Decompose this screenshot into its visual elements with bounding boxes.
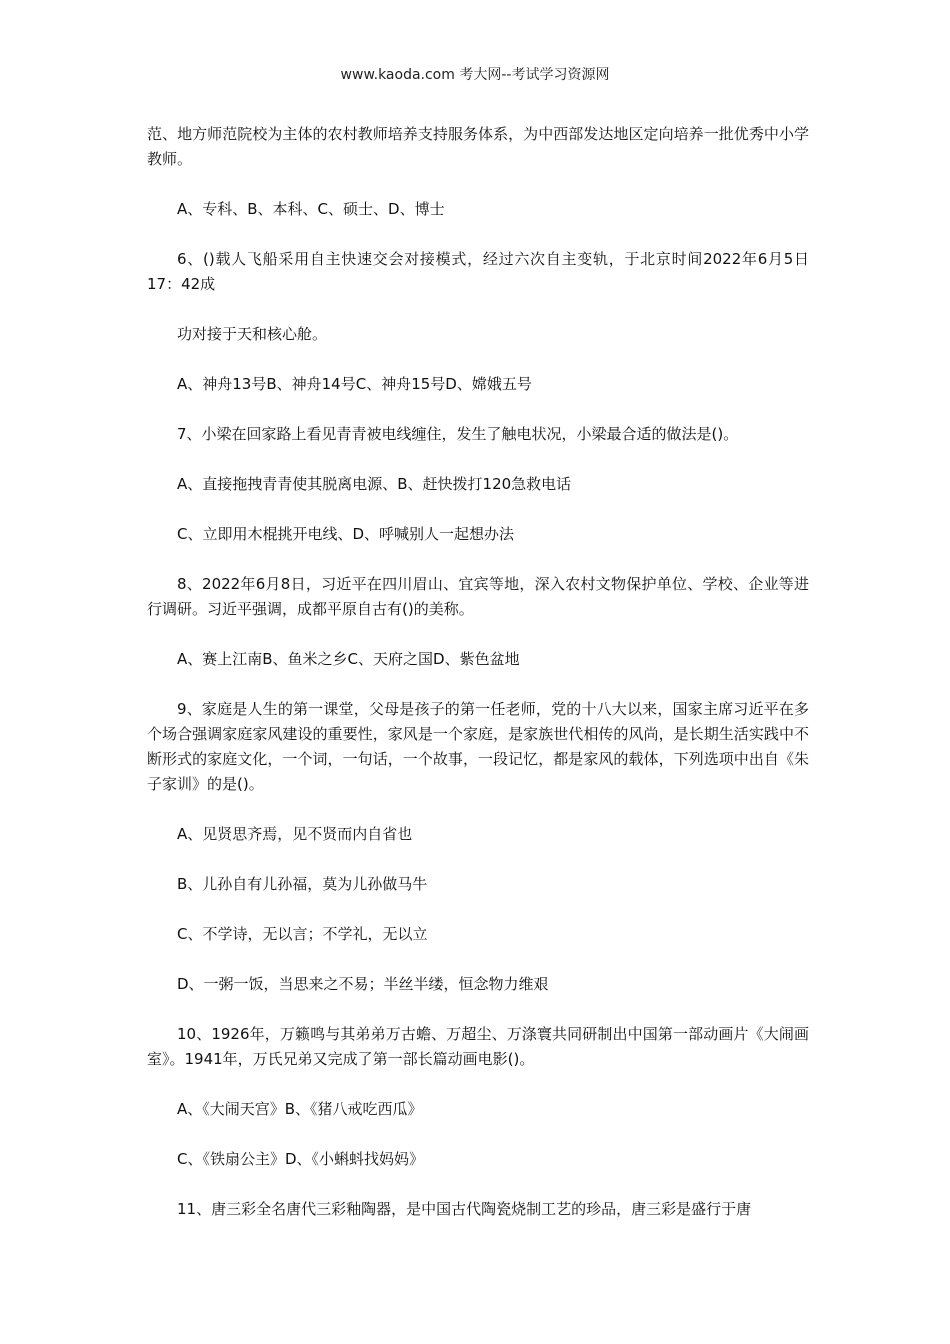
q9-option-a: A、见贤思齐焉，见不贤而内自省也 — [177, 825, 413, 843]
q8-options: A、赛上江南B、鱼米之乡C、天府之国D、紫色盆地 — [177, 650, 520, 668]
q7-options-ab: A、直接拖拽青青使其脱离电源、B、赶快拨打120急救电话 — [177, 475, 572, 493]
q9-stem: 9、家庭是人生的第一课堂，父母是孩子的第一任老师，党的十八大以来，国家主席习近平在多个场合强调家庭家风建设的重要性，家风是一个家庭，是家族世代相传的风尚，是长期生活实践中不断形式的家庭文化，一个词，一句话，一个故事，一段记忆，都是家风的载体，下列选项中出自《朱子家训》的是()。 — [147, 700, 809, 793]
q10-options-ab: A、《大闹天宫》B、《猪八戒吃西瓜》 — [177, 1100, 423, 1118]
q8-stem: 8、2022年6月8日，习近平在四川眉山、宜宾等地，深入农村文物保护单位、学校、企业等进行调研。习近平强调，成都平原自古有()的美称。 — [147, 575, 809, 618]
q10-stem: 10、1926年，万籁鸣与其弟弟万古蟾、万超尘、万涤寰共同研制出中国第一部动画片《大闹画室》。1941年，万氏兄弟又完成了第一部长篇动画电影()。 — [147, 1025, 809, 1068]
q7-options-cd: C、立即用木棍挑开电线、D、呼喊别人一起想办法 — [177, 525, 515, 543]
paragraph-q5-continuation: 范、地方师范院校为主体的农村教师培养支持服务体系，为中西部发达地区定向培养一批优秀中小学教师。 — [147, 125, 809, 168]
q9-option-b: B、儿孙自有儿孙福，莫为儿孙做马牛 — [177, 875, 428, 893]
q6-stem: 6、()载人飞船采用自主快速交会对接模式，经过六次自主变轨，于北京时间2022年6月5日17：42成 — [147, 250, 809, 293]
q6-options: A、神舟13号B、神舟14号C、神舟15号D、嫦娥五号 — [177, 375, 532, 393]
q10-options-cd: C、《铁扇公主》D、《小蝌蚪找妈妈》 — [177, 1150, 425, 1168]
q7-stem: 7、小梁在回家路上看见青青被电线缠住，发生了触电状况，小梁最合适的做法是()。 — [177, 425, 739, 443]
q9-option-c: C、不学诗，无以言；不学礼，无以立 — [177, 925, 428, 943]
document-body — [147, 122, 809, 1247]
q11-stem: 11、唐三彩全名唐代三彩釉陶器，是中国古代陶瓷烧制工艺的珍品，唐三彩是盛行于唐 — [177, 1200, 752, 1218]
q9-option-d: D、一粥一饭，当思来之不易；半丝半缕，恒念物力维艰 — [177, 975, 549, 993]
page-header-site[interactable]: www.kaoda.com 考大网--考试学习资源网 — [340, 67, 610, 83]
q6-stem-continuation: 功对接于天和核心舱。 — [177, 325, 328, 343]
q5-options: A、专科、B、本科、C、硕士、D、博士 — [177, 200, 445, 218]
